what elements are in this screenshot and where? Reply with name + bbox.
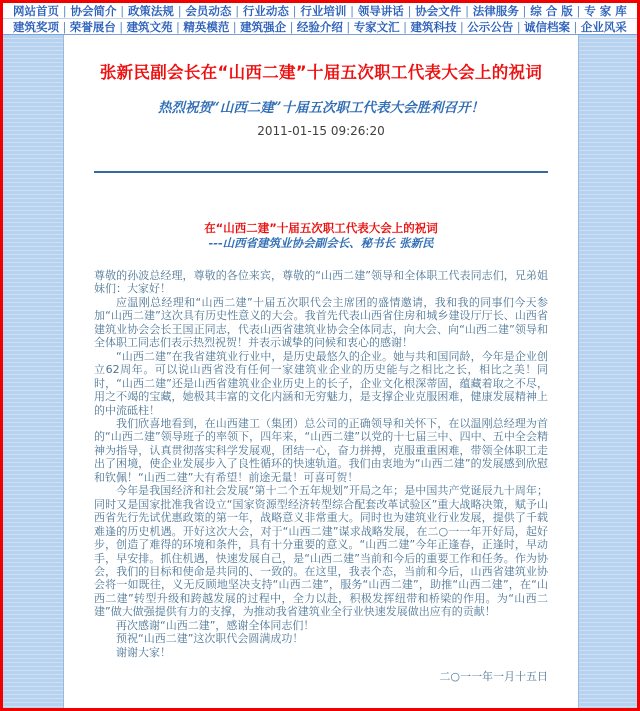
nav-separator: | xyxy=(465,3,469,18)
article xyxy=(64,35,578,708)
nav-link[interactable]: 建筑文苑 xyxy=(126,19,173,34)
nav-link[interactable]: 领导讲话 xyxy=(357,3,404,18)
top-nav xyxy=(3,3,637,35)
nav-link[interactable]: 政策法规 xyxy=(127,3,174,18)
paragraph: 我们欣喜地看到，在山西建工（集团）总公司的正确领导和关怀下，在以温刚总经理为首的“山西二建”领导班子的率领下，四年来，“山西二建”以党的十七届三中、四中、五中全会精神为指导，认真贯彻落实科学发展观，团结一心，奋力拼搏，克服重重困难，带领全体职工走出了困境，使企业发展步入了良性循环的快速轨道。我们由衷地为“山西二建”的发展感到欣慰和钦佩！“山西二建”大有希望！前途无量！可喜可贺！ xyxy=(94,416,548,484)
article-title: 张新民副会长在“山西二建”十届五次职工代表大会上的祝词 xyxy=(99,63,543,82)
left-stripe-panel xyxy=(3,35,64,708)
paragraph: 预祝“山西二建”这次职代会圆满成功！ xyxy=(116,632,304,646)
speech-byline: ---山西省建筑业协会副会长、秘书长 张新民 xyxy=(208,236,434,250)
nav-link[interactable]: 专 家 库 xyxy=(584,3,627,18)
right-stripe-panel xyxy=(578,35,637,708)
article-datetime: 2011-01-15 09:26:20 xyxy=(257,124,385,138)
nav-separator: | xyxy=(346,19,351,34)
nav-link[interactable]: 建筑强企 xyxy=(240,19,287,34)
nav-row-1 xyxy=(3,3,637,18)
nav-separator: | xyxy=(62,3,67,18)
nav-separator: | xyxy=(232,19,237,34)
nav-link[interactable]: 荣誉展台 xyxy=(69,19,116,34)
article-subtitle: 热烈祝贺“山西二建”十届五次职工代表大会胜利召开！ xyxy=(157,100,485,116)
paragraph: “山西二建”在我省建筑业行业中，是历史最悠久的企业。她与共和国同龄，今年是企业创立62周年。可以说山西省没有任何一家建筑业企业的历史能与之相比之长，相比之美！同时，“山西二建”还是山西省建筑业企业历史上的长子，企业文化根深蒂固，蕴藏着取之不尽，用之不竭的宝藏，她极其丰富的文化内涵和无穷魅力，是支撑企业克服困难，健康发展精神上的中流砥柱！ xyxy=(94,349,548,417)
nav-link[interactable]: 协会文件 xyxy=(415,3,462,18)
nav-separator: | xyxy=(289,19,294,34)
nav-link[interactable]: 建筑奖项 xyxy=(13,19,59,34)
nav-link[interactable]: 法律服务 xyxy=(472,3,519,18)
paragraph: 谢谢大家！ xyxy=(116,645,171,659)
horizontal-divider xyxy=(94,171,548,173)
paragraph: 今年是我国经济和社会发展“第十二个五年规划”开局之年；是中国共产党诞辰九十周年；同时又是国家批准我省设立“国家资源型经济转型综合配套改革试验区”重大战略决策，赋予山西省先行先试优惠政策的第一年，战略意义非常重大。同时也为建筑业行业发展，提供了千载难逢的历史机遇。开好这次大会，对于“山西二建”谋求战略发展，在二○一一年开好局，起好步，创造了难得的环境和条件，具有十分重要的意义。“山西二建”今年正逢春，正逢时，早动手，早安排。抓住机遇，快速发展自己，是“山西二建”当前和今后的重要工作和任务。作为协会，我们的目标和使命是共同的、一致的。在这里，我表个态，当前和今后，山西省建筑业协会将一如既往，义无反顾地坚决支持“山西二建”，服务“山西二建”，助推“山西二建”，在“山西二建”转型升级和跨越发展的过程中，全力以赴，积极发挥纽带和桥梁的作用。为“山西二建”做大做强提供有力的支撑，为推动我省建筑业全行业快速发展做出应有的贡献！ xyxy=(94,484,548,619)
nav-link[interactable]: 精英模范 xyxy=(183,19,230,34)
sign-date: 二○一一年一月十五日 xyxy=(439,670,548,684)
nav-separator: | xyxy=(407,3,412,18)
nav-link[interactable]: 经验介绍 xyxy=(296,19,343,34)
nav-link[interactable]: 综 合 版 xyxy=(530,3,573,18)
nav-separator: | xyxy=(403,19,408,34)
nav-row-2 xyxy=(3,18,637,34)
paragraph: 应温刚总经理和“山西二建”十届五次职代会主席团的盛情邀请，我和我的同事们今天参加“山西二建”这次具有历史性意义的大会。我首先代表山西省住房和城乡建设厅厅长、山西省建筑业协会会长王国正同志，代表山西省建筑业协会全体同志，向大会、向“山西二建”领导和全体职工同志们表示热烈祝贺！并表示诚挚的问候和衷心的感谢！ xyxy=(94,295,548,350)
paragraph: 尊敬的孙波总经理，尊敬的各位来宾，尊敬的“山西二建”领导和全体职工代表同志们，兄弟姐妹们：大家好！ xyxy=(94,269,548,296)
nav-separator: | xyxy=(576,3,581,18)
nav-link[interactable]: 建筑科技 xyxy=(410,19,457,34)
nav-link[interactable]: 行业动态 xyxy=(242,3,289,18)
nav-separator: | xyxy=(522,3,527,18)
nav-link[interactable]: 专家文汇 xyxy=(353,19,400,34)
nav-link[interactable]: 诚信档案 xyxy=(524,19,571,34)
nav-separator: | xyxy=(459,19,464,34)
nav-separator: | xyxy=(176,19,180,34)
nav-link[interactable]: 公示公告 xyxy=(467,19,514,34)
nav-separator: | xyxy=(292,3,297,18)
nav-link[interactable]: 网站首页 xyxy=(13,3,59,18)
article-body xyxy=(94,269,548,659)
nav-separator: | xyxy=(235,3,240,18)
nav-separator: | xyxy=(120,3,125,18)
speech-heading: 在“山西二建”十届五次职工代表大会上的祝词 xyxy=(204,221,438,235)
nav-separator: | xyxy=(177,3,182,18)
nav-separator: | xyxy=(62,19,67,34)
nav-separator: | xyxy=(119,19,124,34)
nav-link[interactable]: 企业风采 xyxy=(580,19,627,34)
nav-separator: | xyxy=(350,3,355,18)
nav-link[interactable]: 会员动态 xyxy=(185,3,232,18)
nav-separator: | xyxy=(516,19,521,34)
nav-link[interactable]: 协会简介 xyxy=(70,3,117,18)
nav-separator: | xyxy=(573,19,578,34)
main-area xyxy=(3,35,637,708)
nav-link[interactable]: 行业培训 xyxy=(300,3,347,18)
paragraph: 再次感谢“山西二建”，感谢全体同志们！ xyxy=(116,618,315,632)
